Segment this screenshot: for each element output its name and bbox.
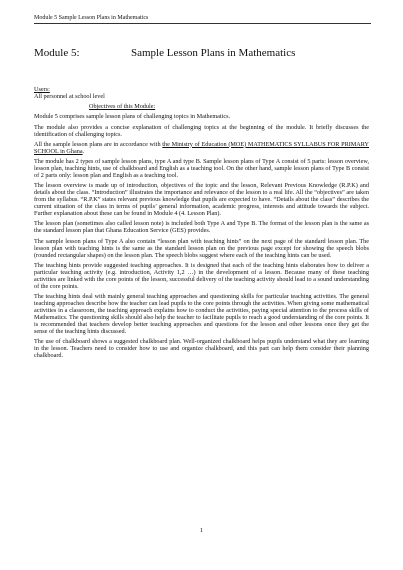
syllabus-reference: the Ministry of Education (MOE) MATHEMATICS SYLLABUS FOR PRIMARY SCHOOL in Ghana	[34, 140, 369, 155]
header-divider	[34, 23, 371, 24]
users-text: All personnel at school level	[34, 93, 105, 100]
objectives-label	[89, 103, 369, 110]
module-number: Module 5:	[34, 47, 80, 59]
paragraph-explanation: The module also provides a concise explanation of challenging topics at the beginning of the module. It briefly discusses the identification of challenging topics.	[34, 123, 369, 138]
paragraph-chalkboard: The use of chalkboard shows a suggested chalkboard plan. Well-organized chalkboard helps pupils understand what they are learning in the lesson. Teachers need to consider how to use and organize chalkboard, and this part can help them consider their planning chalkboard.	[34, 338, 369, 360]
running-header: Module 5 Sample Lesson Plans in Mathematics	[34, 15, 149, 21]
syllabus-end: .	[82, 147, 85, 155]
paragraph-syllabus	[34, 141, 369, 155]
syllabus-intro: All the sample lesson plans are in accordance with	[34, 140, 163, 148]
paragraph-teaching-hints: The teaching hints provide suggested teaching approaches. It is designed that each of the teaching hints elaborates how to deliver a particular teaching activity (e.g. introduction, Activity 1,2 …) in the development of a lesson. Because many of these teaching activities are linked with the core points of the lesson, successful delivery of the teaching activity should lead to a sound understanding of the core points.	[34, 261, 369, 290]
users-label: Users:	[34, 86, 50, 93]
page-number: 1	[199, 527, 204, 534]
objectives-heading: Objectives of this Module:	[89, 103, 156, 111]
paragraph-overview: Module 5 comprises sample lesson plans of challenging topics in Mathematics.	[34, 113, 231, 121]
paragraph-teaching-hints-plan: The sample lesson plans of Type A also contain “lesson plan with teaching hints” on the next page of the standard lesson plan. The lesson plan with teaching hints is the same as the standard lesson plan on the previous page except for showing the speech blobs (rounded rectangular shapes) on the lesson plan. The speech blobs suggest where each of the teaching hints can be used.	[34, 237, 369, 259]
paragraph-types: The module has 2 types of sample lesson plans, type A and type B. Sample lesson plans of Type A consist of 5 parts: lesson overview, lesson plan, teaching hints, use of chalkboard and English as a teaching tool. On the other hand, sample lesson plans of Type B consist of 2 parts only: lesson plan and English as a teaching tool.	[34, 157, 369, 179]
paragraph-teaching-approaches: The teaching hints deal with mainly general teaching approaches and questioning skills for particular teaching activities. The general teaching approaches describe how the teacher can lead pupils to the core points through the activities. When giving some mathematical activities in a classroom, the teaching approach explains how to conduct the activities, paying special attention to the process skills of Mathematics. The questioning skills should also help the teacher to facilitate pupils to reach a good understanding of the core points. It is recommended that teachers develop better teaching approaches and questions for the lesson and other lessons once they get the sense of the teaching hints discussed.	[34, 292, 369, 335]
document-body	[34, 86, 369, 362]
paragraph-lesson-plan: The lesson plan (sometimes also called lesson note) is included both Type A and Type B. The format of the lesson plan is the same as the standard lesson plan that Ghana Education Service (GES) provides.	[34, 220, 369, 235]
paragraph-lesson-overview: The lesson overview is made up of introduction, objectives of the topic and the lesson, Relevant Previous Knowledge (R.P.K) and details about the class. “Introduction” illustrates the importance and relevance of the lesson to a real life. All the “objectives” are taken from the syllabus. “R.P.K” states relevant previous knowledge that pupils are expected to have. “Details about the class” describes the current situation of the class in terms of pupils’ general information, academic progress, interests and attitude towards the subject. Further explanation about these can be found in Module 4 (4. Lesson Plan).	[34, 182, 369, 218]
module-heading: Sample Lesson Plans in Mathematics	[131, 47, 296, 59]
